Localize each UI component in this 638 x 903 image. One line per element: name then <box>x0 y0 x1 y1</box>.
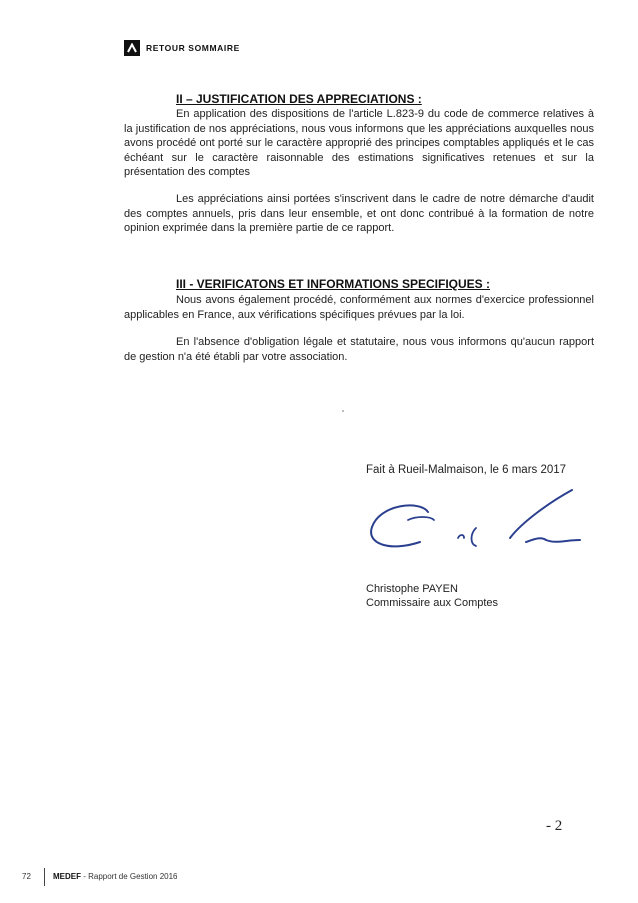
footer-divider <box>44 868 45 886</box>
signature-place-date: Fait à Rueil-Malmaison, le 6 mars 2017 <box>366 464 567 476</box>
section-3-paragraph-2-text: En l'absence d'obligation légale et statutaire, nous vous informons qu'aucun rapport de gestion n'a été établi par votre association. <box>124 336 594 363</box>
section-3-paragraph-1 <box>124 293 594 322</box>
section-3-paragraph-2 <box>124 335 594 364</box>
back-to-summary-label: RETOUR SOMMAIRE <box>146 43 240 53</box>
handwritten-signature <box>360 482 590 562</box>
scan-page-marker: - 2 <box>546 818 563 834</box>
signatory-title: Commissaire aux Comptes <box>366 597 499 609</box>
section-2-paragraph-2 <box>124 192 594 236</box>
section-3-paragraph-1-text: Nous avons également procédé, conformément aux normes d'exercice professionnel applicables en France, aux vérifications spécifiques prévues par la loi. <box>124 294 594 321</box>
footer-brand-name: MEDEF <box>53 872 81 881</box>
footer-subtitle: - Rapport de Gestion 2016 <box>81 872 178 881</box>
section-2-paragraph-1-text: En application des dispositions de l'article L.823-9 du code de commerce relatives à la justification de nos appréciations, nous vous informons que les appréciations auxquelles nous avons procédé ont porté sur le caractère approprié des principes comptables appliqués et le cas échéant sur le caractère raisonnable des estimations significatives retenues et sur la présentation des comptes <box>124 108 594 178</box>
caret-up-icon <box>124 40 140 56</box>
back-to-summary-link[interactable] <box>124 40 240 56</box>
footer-page-number: 72 <box>22 872 31 881</box>
footer-brand <box>53 872 178 881</box>
signatory-name: Christophe PAYEN <box>366 583 458 595</box>
scan-speck <box>342 410 344 412</box>
section-2-paragraph-2-text: Les appréciations ainsi portées s'inscrivent dans le cadre de notre démarche d'audit des comptes annuels, pris dans leur ensemble, et ont donc contribué à la formation de notre opinion exprimée dans la première partie de ce rapport. <box>124 193 594 234</box>
section-2-paragraph-1 <box>124 107 594 180</box>
section-2-heading: II – JUSTIFICATION DES APPRECIATIONS : <box>176 92 422 106</box>
page-footer <box>0 868 638 886</box>
section-3-heading: III - VERIFICATONS ET INFORMATIONS SPECIFIQUES : <box>176 277 491 291</box>
